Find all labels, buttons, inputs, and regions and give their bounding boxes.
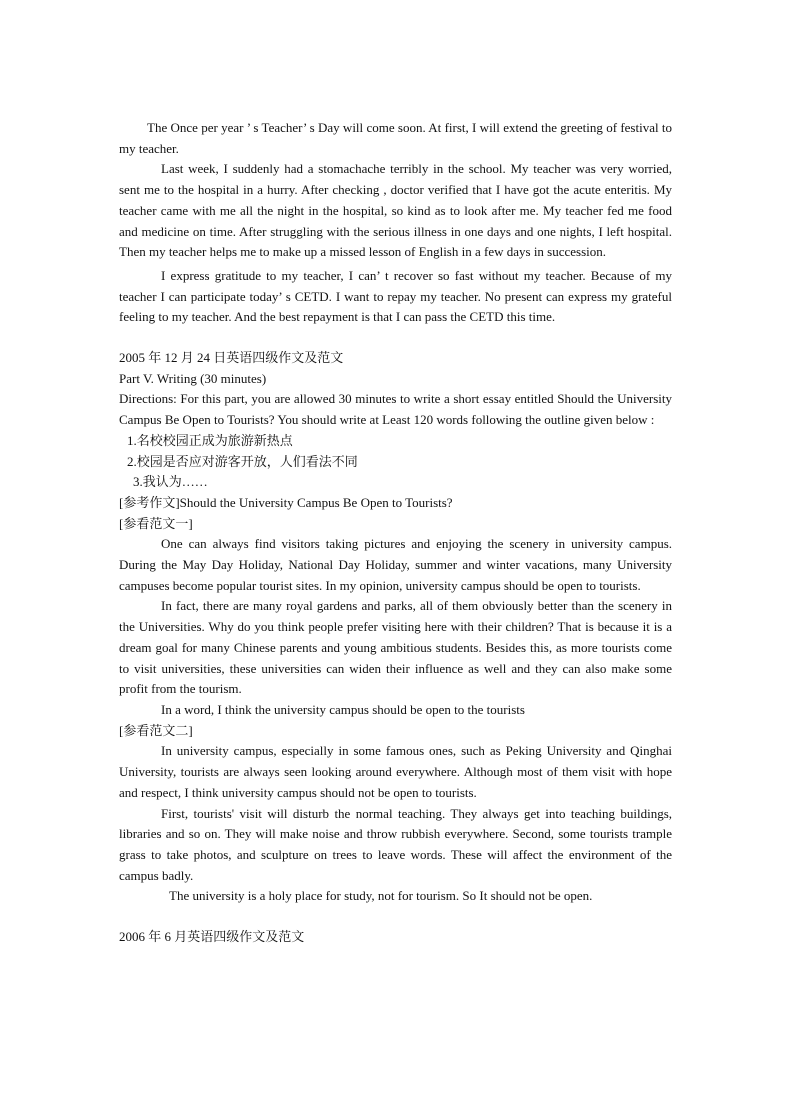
essay-paragraph: Last week, I suddenly had a stomachache terribly in the school. My teacher was very worried, sent me to the hospital in a hurry. After checking , doctor verified that I have got the acute enteritis. My teacher came with me all the night in the hospital, so kind as to look after me. My teacher fed me food and medicine on time. After struggling with the serious illness in one days and one nights, I left hospital. Then my teacher helps me to make up a missed lesson of English in a few days in succession. — [119, 161, 672, 260]
outline-item: 3.我认为…… — [133, 474, 208, 490]
essay-paragraph: The Once per year ’ s Teacher’ s Day will come soon. At first, I will extend the greeting of festival to my teacher. — [119, 120, 672, 156]
sample-label: [参看范文一] — [119, 515, 193, 531]
section-heading: 2006 年 6 月英语四级作文及范文 — [119, 929, 305, 945]
essay-paragraph: First, tourists' visit will disturb the normal teaching. They always get into teaching buildings, libraries and so on. They will make noise and throw rubbish everywhere. Second, some tourists trample grass to take photos, and sculpture on trees to leave words. These will affect the environment of the campus badly. — [119, 805, 672, 883]
essay-paragraph: In a word, I think the university campus should be open to the tourists — [161, 701, 525, 717]
essay-paragraph: In fact, there are many royal gardens and parks, all of them obviously better than the scenery in the Universities. Why do you think people prefer visiting here with their children? That is because it is a dream goal for many Chinese parents and young ambitious students. Besides this, as more tourists come to visit universities, these universities can widen their influence as well and they can also make some profit from the tourism. — [119, 598, 672, 697]
outline-item: 2.校园是否应对游客开放，人们看法不同 — [127, 453, 358, 469]
reference-title: [参考作文]Should the University Campus Be Open to Tourists? — [119, 494, 453, 510]
directions-text: Directions: For this part, you are allowed 30 minutes to write a short essay entitled Should the University Campus Be Open to Tourists? You should write at Least 120 words following the outline given below : — [119, 391, 672, 428]
essay-paragraph: I express gratitude to my teacher, I can’ t recover so fast without my teacher. Because of my teacher I can participate today’ s CETD. I want to repay my teacher. No present can express my grateful feeling to my teacher. And the best repayment is that I can pass the CETD this time. — [119, 267, 672, 325]
essay-paragraph: The university is a holy place for study, not for tourism. So It should not be open. — [169, 888, 593, 904]
document-body — [119, 118, 672, 948]
part-label: Part V. Writing (30 minutes) — [119, 370, 267, 386]
sample-label: [参看范文二] — [119, 722, 193, 738]
essay-paragraph: One can always find visitors taking pictures and enjoying the scenery in university campus. During the May Day Holiday, National Day Holiday, summer and winter vacations, many University campuses become popular tourist sites. In my opinion, university campus should be open to tourists. — [119, 536, 672, 593]
section-heading: 2005 年 12 月 24 日英语四级作文及范文 — [119, 350, 344, 366]
outline-item: 1.名校校园正成为旅游新热点 — [127, 432, 293, 448]
essay-paragraph: In university campus, especially in some famous ones, such as Peking University and Qinghai University, tourists are always seen looking around everywhere. Although most of them visit with hope and respect, I think university campus should not be open to tourists. — [119, 743, 672, 800]
